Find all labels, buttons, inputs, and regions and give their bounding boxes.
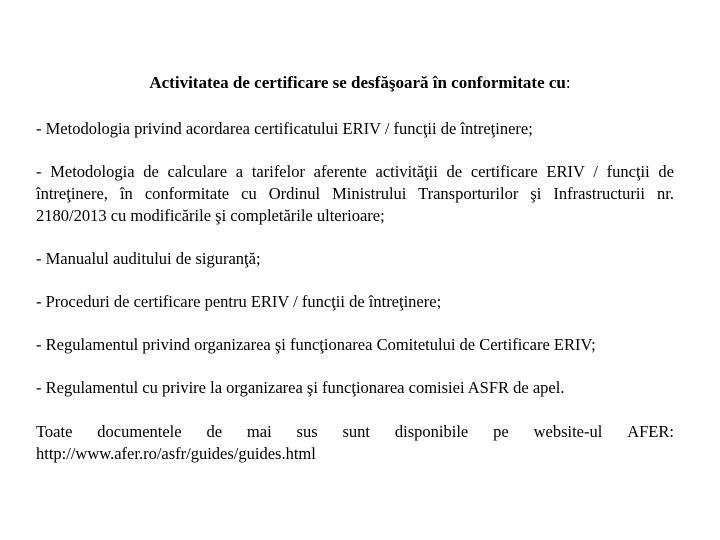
footer-word: mai [246, 422, 272, 441]
list-item: - Proceduri de certificare pentru ERIV / funcţii de întreţinere; [36, 292, 442, 311]
availability-note [36, 421, 674, 465]
list-item: - Manualul auditului de siguranţă; [36, 249, 261, 268]
list-item: - Regulamentul cu privire la organizarea şi funcţionarea comisiei ASFR de apel. [36, 378, 565, 397]
footer-word: documentele [97, 422, 182, 441]
list-item: - Metodologia de calculare a tarifelor aferente activităţii de certificare ERIV / funcţii de întreţinere, în conformitate cu Ordinul Ministrului Transporturilor şi Infrastructurii nr. 2180/2013 cu modificările şi completările ulterioare; [36, 162, 674, 225]
page-title [0, 72, 720, 94]
page-title-colon: : [565, 73, 571, 92]
list-item: - Metodologia privind acordarea certificatului ERIV / funcţii de întreţinere; [36, 119, 533, 138]
footer-word: de [206, 422, 223, 441]
footer-word: website-ul [533, 422, 603, 441]
document-list [36, 118, 674, 420]
footer-word: sunt [342, 422, 371, 441]
availability-note-line [36, 421, 674, 443]
page-title-bold: Activitatea de certificare se desfăşoară în conformitate cu [149, 73, 566, 92]
footer-word: Toate [36, 422, 73, 441]
footer-word: AFER: [627, 422, 674, 441]
list-item: - Regulamentul privind organizarea şi funcţionarea Comitetului de Certificare ERIV; [36, 335, 596, 354]
footer-word: sus [296, 422, 318, 441]
website-url: http://www.afer.ro/asfr/guides/guides.html [36, 444, 316, 463]
footer-word: disponibile [394, 422, 469, 441]
footer-word: pe [493, 422, 509, 441]
